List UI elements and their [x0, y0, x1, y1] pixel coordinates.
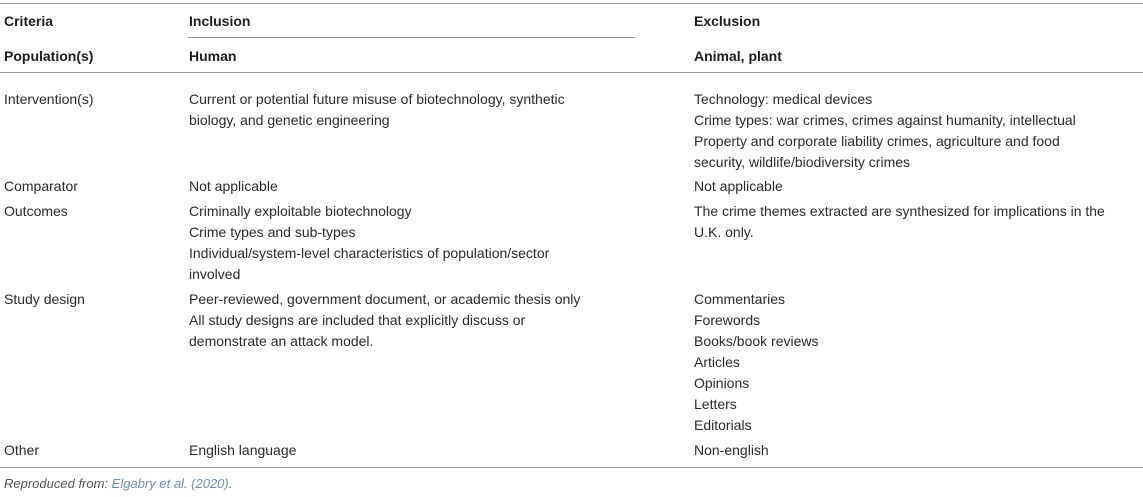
- row-exclusion-line: Forewords: [694, 312, 761, 328]
- row-exclusion-line: Editorials: [694, 417, 752, 433]
- row-exclusion-line: The crime themes extracted are synthesized for implications in the: [694, 203, 1105, 219]
- population-exclusion: Animal, plant: [694, 48, 782, 64]
- table-top-rule: [0, 3, 1143, 4]
- row-exclusion-line: security, wildlife/biodiversity crimes: [694, 154, 911, 170]
- row-inclusion-line: demonstrate an attack model.: [189, 333, 374, 349]
- row-exclusion-line: Books/book reviews: [694, 333, 819, 349]
- footnote-prefix: Reproduced from:: [4, 476, 112, 491]
- row-inclusion-line: Crime types and sub-types: [189, 224, 356, 240]
- header-criteria: Criteria: [4, 13, 54, 29]
- row-exclusion-line: Articles: [694, 354, 740, 370]
- row-exclusion-line: Letters: [694, 396, 737, 412]
- row-criteria: Comparator: [4, 178, 78, 194]
- footnote-suffix: .: [228, 476, 233, 491]
- table-bottom-rule: [0, 467, 1143, 468]
- header-bottom-rule: [0, 72, 1143, 73]
- row-inclusion-line: Individual/system-level characteristics of population/sector: [189, 245, 550, 261]
- row-inclusion-line: Peer-reviewed, government document, or academic thesis only: [189, 291, 581, 307]
- row-exclusion-line: Technology: medical devices: [694, 91, 873, 107]
- row-criteria: Other: [4, 442, 40, 458]
- row-inclusion-line: Criminally exploitable biotechnology: [189, 203, 412, 219]
- header-exclusion: Exclusion: [694, 13, 761, 29]
- row-inclusion-line: biology, and genetic engineering: [189, 112, 390, 128]
- row-inclusion-line: English language: [189, 442, 297, 458]
- row-exclusion-line: Opinions: [694, 375, 750, 391]
- population-inclusion: Human: [189, 48, 237, 64]
- table-footnote: [4, 476, 232, 491]
- row-exclusion-line: Commentaries: [694, 291, 786, 307]
- row-inclusion-line: Current or potential future misuse of biotechnology, synthetic: [189, 91, 565, 107]
- row-inclusion-line: involved: [189, 266, 241, 282]
- row-exclusion-line: Crime types: war crimes, crimes against humanity, intellectual: [694, 112, 1076, 128]
- row-exclusion-line: Property and corporate liability crimes, agriculture and food: [694, 133, 1060, 149]
- row-criteria: Outcomes: [4, 203, 68, 219]
- footnote-reference-link[interactable]: Elgabry et al. (2020): [111, 476, 229, 491]
- row-exclusion-line: U.K. only.: [694, 224, 754, 240]
- population-criteria: Population(s): [4, 48, 94, 64]
- row-exclusion-line: Not applicable: [694, 178, 783, 194]
- row-exclusion-line: Non-english: [694, 442, 769, 458]
- header-inclusion: Inclusion: [189, 13, 251, 29]
- row-inclusion-line: Not applicable: [189, 178, 278, 194]
- row-criteria: Study design: [4, 291, 85, 307]
- row-criteria: Intervention(s): [4, 91, 94, 107]
- inclusion-header-rule: [188, 37, 635, 38]
- row-inclusion-line: All study designs are included that explicitly discuss or: [189, 312, 526, 328]
